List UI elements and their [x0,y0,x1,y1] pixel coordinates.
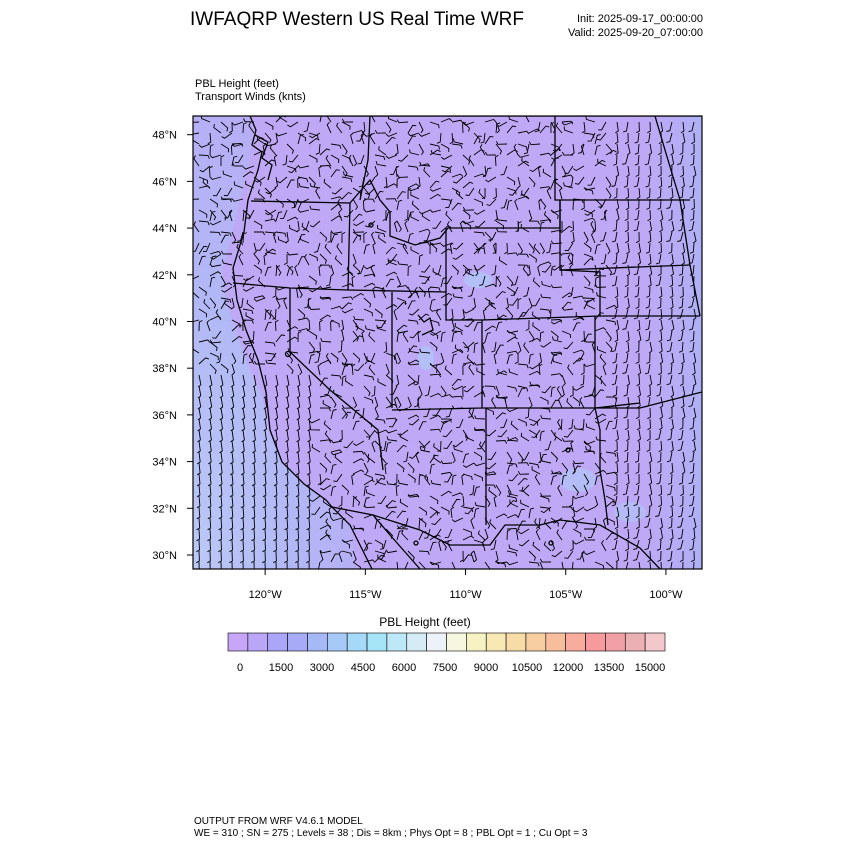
colorbar-swatch [486,633,506,651]
field-label-winds: Transport Winds (knts) [195,91,306,103]
longitude-label: 110°W [449,589,482,601]
colorbar-title: PBL Height (feet) [379,615,471,629]
colorbar-swatch [566,633,586,651]
colorbar-swatch [625,633,645,651]
colorbar-swatch [645,633,665,651]
footer-model: OUTPUT FROM WRF V4.6.1 MODEL [194,816,363,827]
footer-config: WE = 310 ; SN = 275 ; Levels = 38 ; Dis = 8km ; Phys Opt = 8 ; PBL Opt = 1 ; Cu Opt = 3 [194,828,588,839]
pbl-high-patch [464,272,492,288]
valid-time: Valid: 2025-09-20_07:00:00 [568,27,703,39]
colorbar-label: 10500 [511,662,543,674]
latitude-label: 38°N [152,363,177,376]
longitude-label: 120°W [248,589,282,601]
pbl-high-patch [560,468,596,492]
colorbar-swatch [605,633,625,651]
colorbar-label: 7500 [432,662,458,674]
colorbar-label: 3000 [309,662,335,674]
colorbar [228,633,665,651]
colorbar-swatch [327,633,347,651]
colorbar-swatch [228,633,248,651]
latitude-labels [152,130,177,562]
main-title: IWFAQRP Western US Real Time WRF [190,9,524,30]
longitude-labels [249,589,684,601]
latitude-label: 40°N [152,316,177,329]
colorbar-swatch [466,633,486,651]
colorbar-swatch [248,633,268,651]
colorbar-label: 1500 [268,662,294,674]
latitude-label: 34°N [152,456,177,469]
latitude-label: 30°N [152,549,177,562]
colorbar-label: 12000 [552,662,584,674]
longitude-label: 105°W [549,589,583,601]
colorbar-swatch [288,633,308,651]
colorbar-swatch [526,633,546,651]
latitude-label: 46°N [152,176,177,189]
latitude-label: 32°N [152,503,177,516]
latitude-label: 44°N [152,223,177,236]
colorbar-label: 15000 [634,662,666,674]
init-time: Init: 2025-09-17_00:00:00 [577,13,703,25]
colorbar-swatch [427,633,447,651]
colorbar-swatch [387,633,407,651]
colorbar-label: 4500 [350,662,376,674]
latitude-label: 42°N [152,269,177,282]
colorbar-label: 9000 [473,662,499,674]
colorbar-label: 6000 [391,662,417,674]
colorbar-labels [237,662,665,674]
colorbar-swatch [586,633,606,651]
colorbar-swatch [347,633,367,651]
colorbar-swatch [407,633,427,651]
field-label-pbl: PBL Height (feet) [195,78,279,90]
longitude-label: 100°W [649,589,683,601]
longitude-label: 115°W [349,589,382,601]
colorbar-swatch [268,633,288,651]
colorbar-swatch [546,633,566,651]
latitude-label: 36°N [152,409,177,422]
pbl-high-patch [614,502,646,522]
colorbar-swatch [506,633,526,651]
colorbar-label: 0 [236,662,244,674]
colorbar-swatch [447,633,467,651]
colorbar-swatch [307,633,327,651]
colorbar-swatch [367,633,387,651]
latitude-label: 48°N [152,129,177,142]
colorbar-label: 13500 [593,662,625,674]
